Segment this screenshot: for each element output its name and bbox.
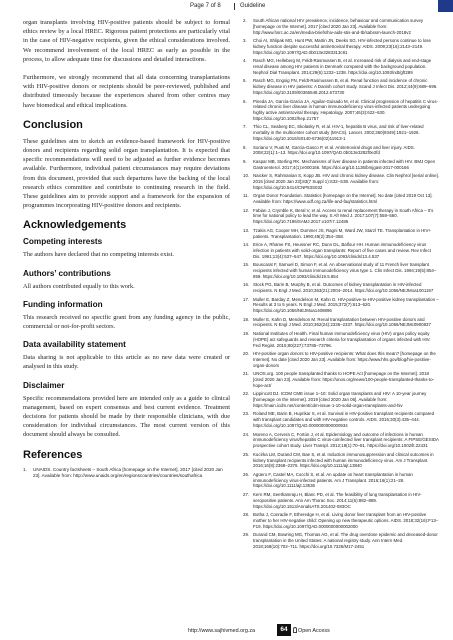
page-footer bbox=[0, 622, 453, 640]
reference-text: HIV-positive organ donors to HIV-positive recipients: What does this mean? [homepage on the Internet]. No date [cited 2020 Jan 23]. Available from: https://www.hhs.gov/blog/hiv-positive-organ-donors bbox=[253, 351, 436, 368]
reference-number: 20. bbox=[243, 351, 250, 357]
reference-item bbox=[243, 18, 439, 36]
body-paragraph: Furthermore, we strongly recommend that all data concerning transplantations with HIV-positive donors or recipients should be peer-reviewed, published and distributed timeously because the experiences shared from other centres may have biomedical and ethical implications. bbox=[23, 74, 230, 109]
page-header bbox=[0, 0, 453, 14]
references-heading: References bbox=[23, 448, 83, 461]
journal-ribbon bbox=[438, 0, 453, 12]
data-availability-text: Data sharing is not applicable to this article as no new data were created or analysed in this study. bbox=[23, 354, 230, 371]
reference-text: Muller E, Barday Z, Mendelson M, Kahn D. HIV-positive-to-HIV-positive kidney transplantation – Results at 3 to 5 years. N Engl J Med. 2015;372(7):613–620. https://doi.org/10.1056/NEJMoa1408896 bbox=[253, 296, 439, 314]
reference-text: Durand CM, Bowring MG, Thomas AG, et al. The drug overdose epidemic and deceased-donor transplantation in the United States: A national registry study. Ann Intern Med. 2018;168(10):702–711. https://doi.org/10.7326/M17-2451 bbox=[253, 532, 438, 549]
reference-item bbox=[243, 124, 439, 142]
reference-number: 16. bbox=[243, 282, 250, 288]
competing-interests-heading: Competing interests bbox=[23, 237, 103, 247]
reference-number: 1. bbox=[23, 466, 27, 472]
reference-number: 25. bbox=[243, 451, 250, 457]
reference-number: 12. bbox=[243, 207, 250, 213]
reference-item bbox=[243, 452, 439, 470]
reference-number: 22. bbox=[243, 391, 250, 397]
funding-text: This research received no specific grant from any funding agency in the public, commercial or not-for-profit sectors. bbox=[23, 313, 230, 331]
reference-item bbox=[243, 351, 439, 369]
reference-text: Soriano V, Puoti M, Garcia-Gasco P, et al. Antiretroviral drugs and liver injury. AIDS. 2008;22(1):1–13. https://doi.org/10.1097/QAD.0b013e3282f0e2fd bbox=[253, 144, 415, 156]
reference-number: 9. bbox=[243, 158, 247, 164]
reference-number: 18. bbox=[243, 316, 250, 322]
reference-number: 19. bbox=[243, 330, 250, 336]
reference-item bbox=[243, 492, 439, 510]
reference-number: 15. bbox=[243, 262, 250, 268]
funding-heading: Funding information bbox=[23, 299, 103, 309]
reference-text: Kaspar MB, Sterling RK. Mechanisms of liver disease in patients infected with HIV. BMJ Open Gastroenterol. 2017;4(1):e000166. https://doi.org/10.1136/bmjgast-2017-000166 bbox=[253, 158, 436, 170]
conclusion-paragraph: These guidelines aim to sketch an evidence-based framework for HIV-positive donors and recipients regarding solid organ transplantation. It is expected that specific recommendations will need to be adjusted as further evidence becomes available. Furthermore, individual patient circumstances may require deviations from this document, provided that such departures have the backing of the local research ethics committee and contribute to continuing research in the field. These guidelines aim to provide support and a framework for the expansion of programmes incorporating HIV-positive donors and recipients. bbox=[23, 137, 230, 210]
reference-number: 8. bbox=[243, 144, 247, 150]
reference-item bbox=[243, 58, 439, 76]
data-availability-heading: Data availability statement bbox=[23, 340, 126, 350]
journal-url-link[interactable]: http://www.sajhivmed.org.za bbox=[188, 628, 256, 634]
acknowledgements-heading: Acknowledgements bbox=[23, 219, 127, 232]
reference-text: Muller E, Kahn D, Mendelson M. Renal transplantation between HIV-positive donors and recipients. N Engl J Med. 2010;362(24):2336–2337. https://doi.org/10.1056/NEJMc0900837 bbox=[253, 316, 431, 328]
reference-number: 5. bbox=[243, 78, 247, 84]
reference-number: 29. bbox=[243, 532, 250, 538]
reference-text: Rasch MG, Helleberg M, Feldt-Rasmussen B, et al. Increased risk of dialysis and end-stage renal disease among HIV patients in Denmark compared with the background population. Nephrol Dial Transplant. 2014;29(6):1232–1238. https://doi.org/10.1093/ndt/gft289 bbox=[253, 58, 432, 75]
reference-item bbox=[243, 78, 439, 96]
reference-item bbox=[243, 331, 439, 349]
reference-text: Thio CL, Seaberg EC, Skolasky R, et al. HIV-1, hepatitis B virus, and risk of liver-related mortality in the multicenter cohort study (MACS). Lancet. 2002;360(9349):1921–1926. https://doi.org/10.1016/S0140-6736(02)11913-1 bbox=[253, 124, 424, 142]
reference-text: Roland ME, Barin B, Huprikar S, et al. Survival in HIV-positive transplant recipients compared with transplant candidates and with HIV-negative controls. AIDS. 2016;30(3):435–444. https://doi.org/10.1097/QAD.0000000000000934 bbox=[253, 411, 435, 429]
reference-item bbox=[243, 371, 439, 389]
reference-item bbox=[243, 532, 439, 550]
reference-item bbox=[243, 297, 439, 315]
reference-text: Choi AI, Shlipak MG, Hunt PW, Martin JN, Deeks SG. HIV-infected persons continue to lose kidney function despite successful antiretroviral therapy. AIDS. 2009;23(16):2143–2149. https://doi.org/10.1097/QAD.0b013e3283313c91 bbox=[253, 38, 431, 55]
reference-number: 24. bbox=[243, 431, 250, 437]
reference-text: South African national HIV prevalence, incidence, behaviour and communication survey [homepage on the Internet]. 2017 [cited 2020 Jan 23]. Available from: http://www.hsrc.ac.za/en/media-briefs/hiv-aids-stis-and-tb/sabssm-launch-2018v2 bbox=[253, 18, 424, 35]
reference-number: 7. bbox=[243, 124, 247, 130]
reference-item bbox=[243, 145, 439, 157]
reference-text: Lippincott DJ. ICDM CME issue 1–10: Solid organ transplants and HIV: A 10-year journey [homepage on the Internet]. 2019 [cited 2020 Jan 06]. Available from: https://main.icdm.net/content/cdm-issue-1-10-solid-organ-transplants-and-hiv bbox=[253, 391, 427, 408]
reference-text: Botha J, Conradie F, Etheredge H, et al. Living donor liver transplant from an HIV-positive mother to her HIV-negative child: Opening up new therapeutic options. AIDS. 2018;32(16):F13–F19. https://doi.org/10.1097/QAD.0000000000002000 bbox=[253, 512, 439, 529]
reference-text: Moreno A, Cervera C, Fortún J, et al. Epidemiology and outcome of infections in human immunodeficiency virus/hepatitis C virus-coinfected liver transplant recipients: A FIPSE/GESIDA prospective cohort study. Liver Transpl. 2012;18(1):70–81. https://doi.org/10.1002/lt.22431 bbox=[253, 431, 439, 449]
reference-text: UNAIDS. Country factsheets – South Africa [homepage on the Internet]. 2017 [cited 2020 Jan 23]. Available from: http://www.unaids.org/en/regionscountries/countries/southafrica bbox=[33, 466, 223, 478]
authors-contributions-heading: Authors’ contributions bbox=[23, 268, 111, 278]
reference-item bbox=[23, 467, 230, 479]
reference-text: Tzakis AG, Cooper MH, Dummer JS, Ragni M, Ward JW, Starzl TE. Transplantation in HIV+ patients. Transplantation. 1990;49(2):354–358. bbox=[253, 227, 431, 239]
reference-text: Organ Donor Foundation. Statistics [homepage on the Internet]. No date [cited 2019 Oct 13]. Available from: https://www.odf.org.za/life-and-faq/statistics.html bbox=[253, 193, 433, 205]
reference-item bbox=[243, 432, 439, 450]
reference-number: 2. bbox=[243, 18, 247, 23]
reference-number: 6. bbox=[243, 98, 247, 104]
reference-text: Pineda JA, Garcia-Garcia JA, Aguilar-Guisado M, et al. Clinical progression of hepatitis C virus-related chronic liver disease in human immunodeficiency virus-infected patients undergoing highly active antiretroviral therapy. Hepatology. 2007;46(3):622–630. https://doi.org/10.1002/hep.21757 bbox=[253, 98, 438, 122]
reference-number: 27. bbox=[243, 491, 250, 497]
reference-number: 23. bbox=[243, 411, 250, 417]
body-paragraph: organ transplants involving HIV-positive patients should be subject to formal ethics review by a local HREC. Rigorous patient protections are particularly vital in the case of HIV-negative recipients, given the ethical considerations involved. We recommend involvement of the local HREC as early as possible in the process, to allow adequate time for discussions and detailed interactions. bbox=[23, 19, 230, 63]
section-label: Guideline bbox=[240, 3, 266, 9]
reference-text: National Institutes of Health. Final human immunodeficiency virus (HIV) organ policy equity (HOPE) act safeguards and research criteria for transplantation of organs infected with HIV. Fed Regist. 2015;80(227):73785–73796. bbox=[253, 330, 431, 348]
reference-item bbox=[243, 242, 439, 260]
reference-number: 13. bbox=[243, 227, 250, 233]
competing-interests-text: The authors have declared that no competing interests exist. bbox=[23, 251, 174, 259]
right-column bbox=[243, 18, 439, 552]
disclaimer-heading: Disclaimer bbox=[23, 380, 65, 390]
reference-text: UNOS.org. 100 people transplanted thanks to HOPE Act [homepage on the Internet]. 2018 [cited 2020 Jan 23]. Available from: https://unos.org/news/100-people-transplanted-thanks-to-hope-act/ bbox=[253, 371, 435, 388]
reference-text: Kern RM, Seethamraju H, Blanc PD, et al. The feasibility of lung transplantation in HIV-seropositive patients. Ann Am Thorac Soc. 2014;11(6):882–889. https://doi.org/10.1513/AnnalsATS.201402-083OC bbox=[253, 491, 422, 509]
reference-item bbox=[243, 228, 439, 240]
reference-number: 17. bbox=[243, 296, 250, 302]
reference-item bbox=[243, 262, 439, 280]
reference-number: 4. bbox=[243, 58, 247, 64]
reference-item bbox=[243, 159, 439, 171]
reference-text: Agüero F, Castel MA, Cocchi S, et al. An update on heart transplantation in human immunodeficiency virus-infected patients. Am J Transplant. 2016;16(1):21–28. https://doi.org/10.1111/ajt.13536 bbox=[253, 471, 413, 489]
reference-text: Erice A, Rhame FS, Heussner RC, Dunn DL, Balfour HH. Human immunodeficiency virus infection in patients with solid-organ transplants: Report of five cases and review. Rev Infect Dis. 1991;13(4):537–547. https://doi.org/10.1093/clinids/13.4.537 bbox=[253, 241, 431, 259]
reference-text: Kucirka LM, Durand CM, Bae S, et al. Induction immunosuppression and clinical outcomes in kidney transplant recipients infected with human immunodeficiency virus. Am J Transplant. 2016;16(8):2368–2376. https://doi.org/10.1111/ajt.13840 bbox=[253, 451, 434, 469]
reference-item bbox=[243, 173, 439, 191]
reference-list-left bbox=[23, 467, 230, 479]
page-number: 64 bbox=[277, 624, 291, 636]
reference-number: 14. bbox=[243, 241, 250, 247]
authors-contributions-text: All authors contributed equally to this work. bbox=[23, 282, 135, 290]
header-separator bbox=[234, 3, 235, 10]
conclusion-heading: Conclusion bbox=[23, 118, 83, 131]
reference-item bbox=[243, 512, 439, 530]
reference-item bbox=[243, 411, 439, 429]
reference-item bbox=[243, 38, 439, 56]
reference-number: 21. bbox=[243, 371, 250, 377]
reference-number: 10. bbox=[243, 173, 250, 179]
reference-text: Fabian J, Crymble K, Beral V, et al. Access to renal replacement therapy in South Africa – It's time for national policy to lead the way. S Afr Med J. 2017;107(7):558–560. https://doi.org/10.7196/SAMJ.2017.v107i7.12486 bbox=[253, 207, 434, 225]
reference-item bbox=[243, 472, 439, 490]
disclaimer-text: Specific recommendations provided here are intended only as a guide to clinical management, based on expert consensus and best current evidence. Treatment decisions for patients should be made by their responsible clinicians, with due consideration for individual circumstances. The most current version of this document should always be consulted. bbox=[23, 394, 230, 439]
reference-text: Stock PG, Barin B, Murphy B, et al. Outcomes of kidney transplantation in HIV-infected recipients. N Engl J Med. 2010;363(21):2004–2014. https://doi.org/10.1056/NEJMoa1001197 bbox=[253, 282, 434, 294]
reference-item bbox=[243, 282, 439, 294]
reference-item bbox=[243, 391, 439, 409]
open-access-lock-icon bbox=[293, 627, 297, 633]
reference-number: 26. bbox=[243, 471, 250, 477]
reference-item bbox=[243, 193, 439, 205]
reference-text: Naicker S, Rahmanian S, Kopp JB. HIV and chronic kidney disease. Clin Nephrol [serial online]. 2015 [cited 2020 Jan 23];83(7 Suppl 1):S32–S38. Available from: https://doi.org/10.5414/CNP83S032 bbox=[253, 173, 439, 190]
reference-item bbox=[243, 208, 439, 226]
left-column bbox=[23, 18, 230, 481]
reference-text: Rasch MG, Engsig FN, Feldt-Rasmussen B, et al. Renal function and incidence of chronic kidney disease in HIV patients: A Danish cohort study. Scand J Infect Dis. 2012;44(9):689–696. https://doi.org/10.3109/00365548.2012.673730 bbox=[253, 78, 438, 96]
reference-item bbox=[243, 99, 439, 122]
reference-list-right bbox=[243, 18, 439, 550]
reference-item bbox=[243, 317, 439, 329]
reference-number: 28. bbox=[243, 512, 250, 518]
reference-number: 3. bbox=[243, 38, 247, 44]
reference-number: 11. bbox=[243, 193, 249, 199]
page-label: Page 7 of 8 bbox=[190, 3, 221, 9]
open-access-label: Open Access bbox=[298, 628, 330, 634]
reference-text: Bouscarat F, Samuel D, Simon F, et al. An observational study of 11 French liver transplant recipients infected with human immunodeficiency virus type 1. Clin Infect Dis. 1994;19(5):854–859. https://doi.org/10.1093/clinids/19.5.854 bbox=[253, 262, 437, 279]
